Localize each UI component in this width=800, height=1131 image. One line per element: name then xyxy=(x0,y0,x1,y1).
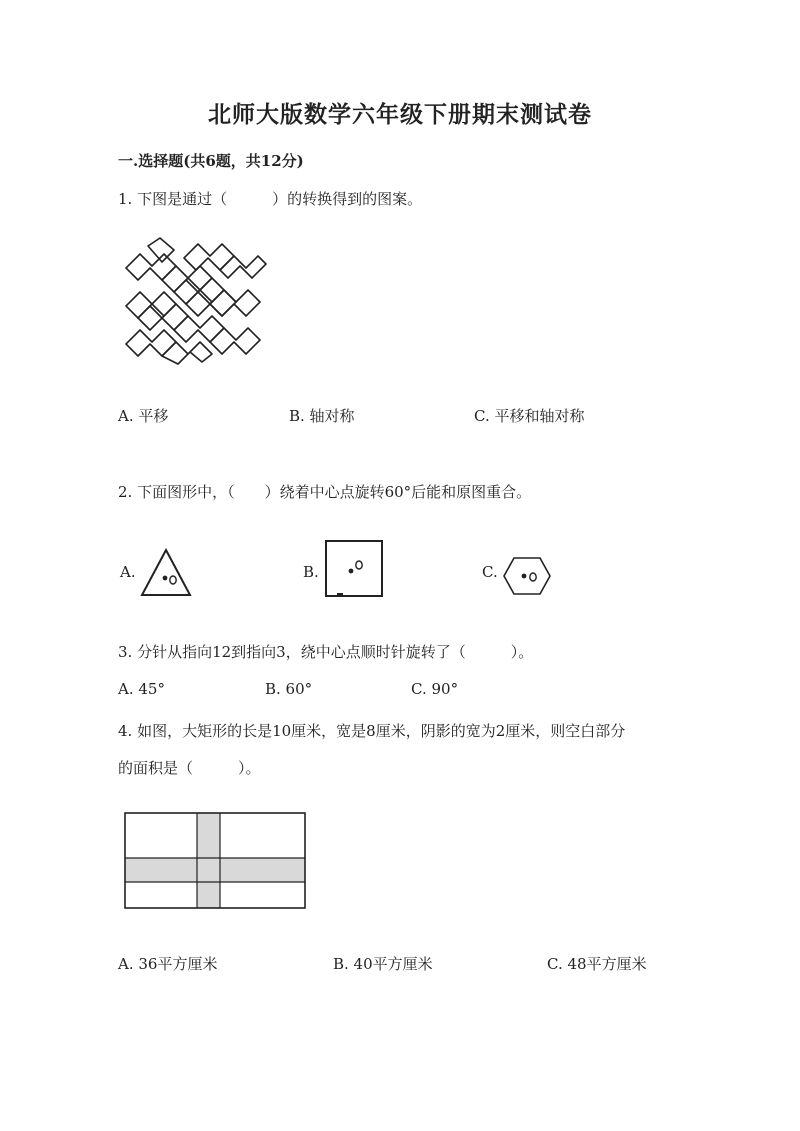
question-2-triangle-figure xyxy=(140,548,192,598)
question-2-stem: 2. 下面图形中，（ ）绕着中心点旋转60°后能和原图重合。 xyxy=(118,483,532,501)
question-4-rectangle-figure xyxy=(124,812,308,910)
question-4-option-a[interactable]: A. 36平方厘米 xyxy=(118,955,218,973)
question-3-option-c[interactable]: C. 90° xyxy=(411,680,459,698)
question-1-option-c[interactable]: C. 平移和轴对称 xyxy=(474,407,585,425)
question-1-stem: 1. 下图是通过（ ）的转换得到的图案。 xyxy=(118,190,423,208)
question-3-stem: 3. 分针从指向12到指向3，绕中心点顺时针旋转了（ ）。 xyxy=(118,643,534,661)
question-1-option-a[interactable]: A. 平移 xyxy=(118,407,169,425)
question-2-hexagon-figure xyxy=(502,556,552,596)
question-3-option-b[interactable]: B. 60° xyxy=(265,680,313,698)
question-2-option-b[interactable]: B. xyxy=(303,563,319,581)
question-2-square-figure xyxy=(325,540,383,598)
question-1-tessellation-figure xyxy=(118,240,268,365)
question-1-option-b[interactable]: B. 轴对称 xyxy=(289,407,355,425)
question-2-option-c[interactable]: C. xyxy=(482,563,498,581)
question-4-option-c[interactable]: C. 48平方厘米 xyxy=(547,955,647,973)
section-heading: 一.选择题(共6题，共12分) xyxy=(118,152,304,170)
question-4-stem-line-2: 的面积是（ ）。 xyxy=(118,759,261,777)
question-2-option-a[interactable]: A. xyxy=(120,563,136,581)
page-title: 北师大版数学六年级下册期末测试卷 xyxy=(208,101,592,128)
question-3-option-a[interactable]: A. 45° xyxy=(118,680,165,698)
question-4-stem-line-1: 4. 如图，大矩形的长是10厘米，宽是8厘米，阴影的宽为2厘米，则空白部分 xyxy=(118,722,626,740)
question-4-option-b[interactable]: B. 40平方厘米 xyxy=(333,955,433,973)
